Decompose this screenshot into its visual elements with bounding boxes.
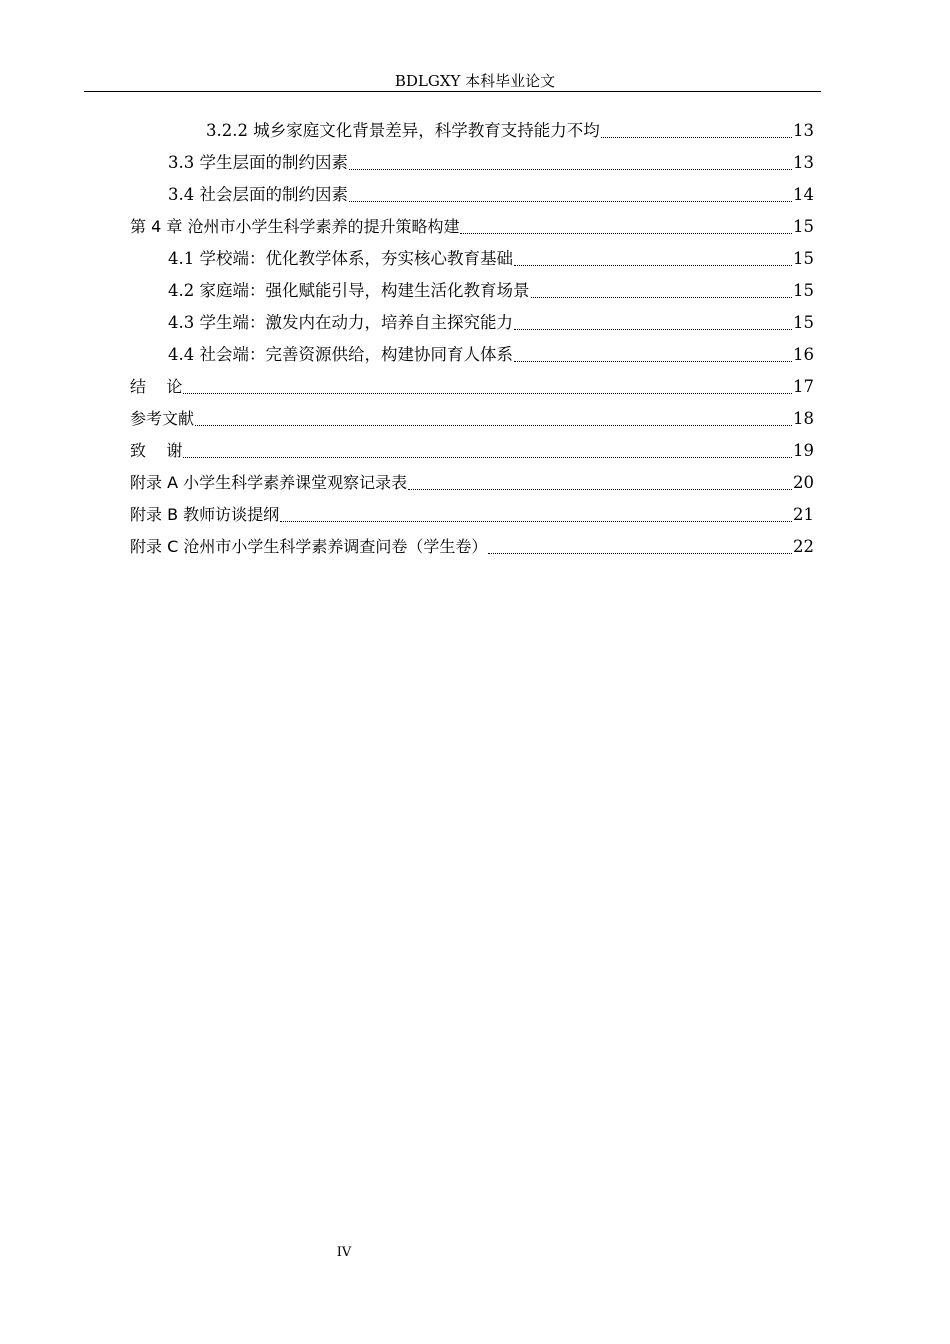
toc-entry-label: 结 论 (130, 377, 183, 396)
toc-entry-page: 16 (793, 345, 814, 364)
toc-entry-label: 参考文献 (130, 409, 195, 428)
toc-entry-page: 20 (793, 473, 814, 492)
toc-entry-label: 附录 B 教师访谈提纲 (130, 505, 280, 524)
toc-leader-dots (531, 297, 793, 298)
toc-entry-page: 21 (793, 505, 814, 524)
toc-entry[interactable] (130, 115, 814, 147)
toc-entry[interactable] (130, 403, 814, 435)
toc-entry-label: 4.2 家庭端：强化赋能引导，构建生活化教育场景 (168, 281, 530, 300)
toc-entry-page: 14 (793, 185, 814, 204)
toc-leader-dots (488, 553, 792, 554)
toc-leader-dots (349, 201, 792, 202)
toc-leader-dots (183, 457, 792, 458)
toc-entry-page: 13 (793, 153, 814, 172)
toc-entry[interactable] (130, 307, 814, 339)
toc-entry-page: 13 (793, 121, 814, 140)
toc-leader-dots (514, 265, 792, 266)
toc-entry[interactable] (130, 211, 814, 243)
toc-leader-dots (183, 393, 792, 394)
toc-entry-label: 附录 A 小学生科学素养课堂观察记录表 (130, 473, 408, 492)
running-header: BDLGXY 本科毕业论文 (394, 72, 556, 90)
toc-entry[interactable] (130, 531, 814, 563)
toc-entry-label: 附录 C 沧州市小学生科学素养调查问卷（学生卷） (130, 537, 488, 556)
toc-entry-page: 15 (793, 281, 814, 300)
toc-leader-dots (460, 233, 792, 234)
toc-entry[interactable] (130, 275, 814, 307)
toc-entry-page: 19 (793, 441, 814, 460)
page-number: IV (336, 1245, 352, 1260)
toc-entry-page: 17 (793, 377, 814, 396)
toc-entry[interactable] (130, 147, 814, 179)
toc-entry-label: 3.4 社会层面的制约因素 (168, 185, 348, 204)
toc-entry-label: 4.4 社会端：完善资源供给，构建协同育人体系 (168, 345, 513, 364)
header-rule (84, 91, 821, 92)
toc-entry[interactable] (130, 243, 814, 275)
toc-entry-page: 15 (793, 249, 814, 268)
toc-entry-page: 15 (793, 217, 814, 236)
toc-entry-label: 第 4 章 沧州市小学生科学素养的提升策略构建 (130, 217, 460, 236)
toc-entry-page: 15 (793, 313, 814, 332)
toc-entry-label: 4.3 学生端：激发内在动力，培养自主探究能力 (168, 313, 513, 332)
toc-entry[interactable] (130, 499, 814, 531)
toc-leader-dots (349, 169, 792, 170)
toc-entry[interactable] (130, 435, 814, 467)
toc-entry-label: 3.3 学生层面的制约因素 (168, 153, 348, 172)
toc-entry-label: 4.1 学校端：优化教学体系，夯实核心教育基础 (168, 249, 513, 268)
toc-leader-dots (514, 361, 792, 362)
toc-entry[interactable] (130, 339, 814, 371)
toc-leader-dots (601, 137, 792, 138)
toc-leader-dots (280, 521, 792, 522)
toc-entry[interactable] (130, 371, 814, 403)
toc-entry[interactable] (130, 179, 814, 211)
toc-entry-label: 3.2.2 城乡家庭文化背景差异，科学教育支持能力不均 (206, 121, 600, 140)
toc-entry[interactable] (130, 467, 814, 499)
toc-entry-label: 致 谢 (130, 441, 183, 460)
toc-leader-dots (514, 329, 792, 330)
toc-entry-page: 22 (793, 537, 814, 556)
toc-leader-dots (408, 489, 792, 490)
toc-leader-dots (195, 425, 792, 426)
table-of-contents (130, 115, 814, 563)
toc-entry-page: 18 (793, 409, 814, 428)
